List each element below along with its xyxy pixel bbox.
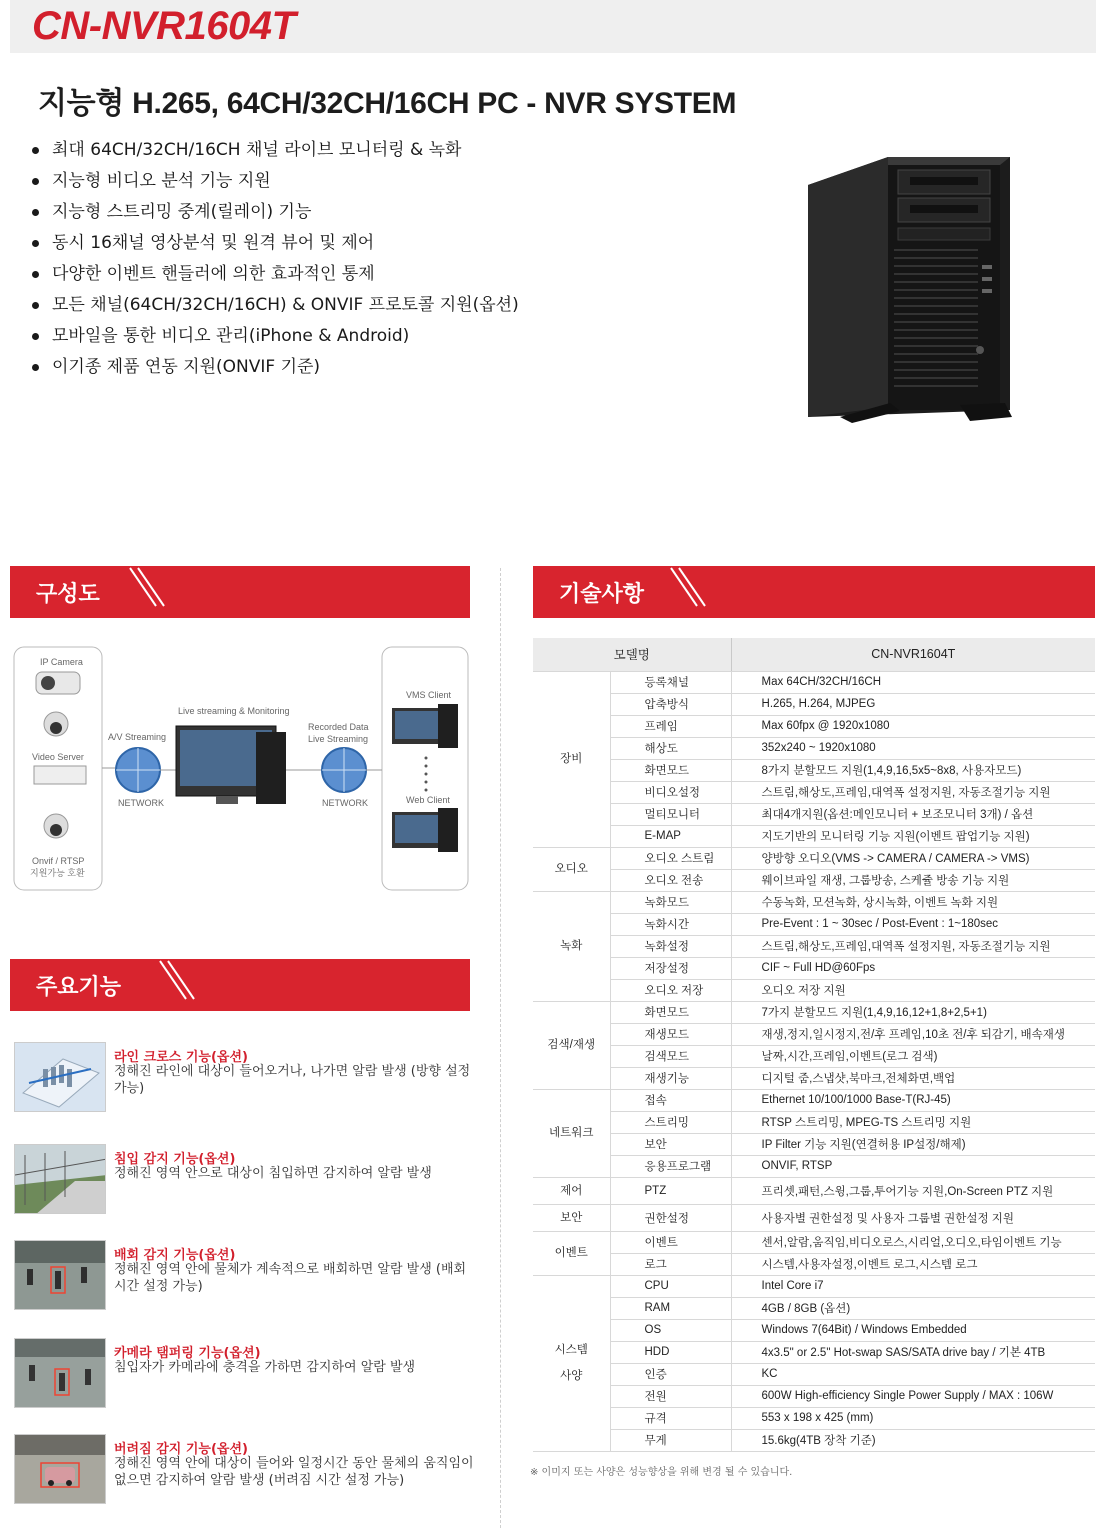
function-item-tampering [14, 1338, 474, 1410]
section-title: 구성도 [36, 581, 100, 606]
spec-value: 8가지 분할모드 지원(1,4,9,16,5x5~8x8, 사용자모드) [731, 759, 1095, 781]
spec-value: Intel Core i7 [731, 1275, 1095, 1297]
spec-item: CPU [610, 1275, 731, 1297]
spec-value: 오디오 저장 지원 [731, 979, 1095, 1001]
diagram-label-network-left: NETWORK [118, 798, 164, 808]
section-header-config [10, 566, 470, 618]
spec-value: 352x240 ~ 1920x1080 [731, 737, 1095, 759]
spec-item: RAM [610, 1297, 731, 1319]
spec-value: 웨이브파일 재생, 그룹방송, 스케쥴 방송 기능 지원 [731, 869, 1095, 891]
spec-item: E-MAP [610, 825, 731, 847]
feature-item: 모든 채널(64CH/32CH/16CH) & ONVIF 프로토콜 지원(옵션) [30, 291, 519, 322]
feature-item: 다양한 이벤트 핸들러에 의한 효과적인 통제 [30, 260, 519, 291]
function-description: 정해진 영역 안에 물체가 계속적으로 배회하면 알람 발생 (배회시간 설정 가능) [114, 1262, 467, 1294]
spec-item: 검색모드 [610, 1045, 731, 1067]
spec-item: 인증 [610, 1363, 731, 1385]
spec-value: IP Filter 기능 지원(연결허용 IP설정/해제) [731, 1133, 1095, 1155]
diagram-label-onvif-1: Onvif / RTSP [32, 856, 85, 866]
function-item-loitering [14, 1240, 474, 1312]
spec-category: 시스템 사양 [533, 1275, 610, 1451]
spec-row [533, 781, 1095, 803]
spec-item: 녹화설정 [610, 935, 731, 957]
spec-row [533, 1429, 1095, 1451]
spec-value: 시스템,사용자설정,이벤트 로그,시스템 로그 [731, 1253, 1095, 1275]
spec-item: OS [610, 1319, 731, 1341]
feature-item: 지능형 비디오 분석 기능 지원 [30, 167, 519, 198]
spec-item: 오디오 전송 [610, 869, 731, 891]
product-subtitle: 지능형 H.265, 64CH/32CH/16CH PC - NVR SYSTEM [38, 87, 737, 120]
spec-category: 검색/재생 [533, 1001, 610, 1089]
abandoned-scene-icon [15, 1435, 106, 1504]
spec-row [533, 803, 1095, 825]
function-item-abandoned [14, 1434, 474, 1506]
spec-row [533, 979, 1095, 1001]
function-title: 라인 크로스 기능(옵션) [114, 1050, 248, 1065]
spec-value: 재생,정지,일시정지,전/후 프레임,10초 전/후 되감기, 배속재생 [731, 1023, 1095, 1045]
spec-row [533, 1297, 1095, 1319]
spec-value: 프리셋,패턴,스윙,그룹,투어기능 지원,On-Screen PTZ 지원 [731, 1177, 1095, 1204]
feature-item: 최대 64CH/32CH/16CH 채널 라이브 모니터링 & 녹화 [30, 136, 519, 167]
spec-value: Max 60fpx @ 1920x1080 [731, 715, 1095, 737]
spec-item: 로그 [610, 1253, 731, 1275]
loitering-scene-icon [15, 1241, 106, 1310]
diagram-label-live-streaming: Live streaming & Monitoring [178, 706, 290, 716]
column-divider [500, 568, 501, 1528]
spec-header-label: 모델명 [533, 638, 731, 671]
spec-item: PTZ [610, 1177, 731, 1204]
function-description: 정해진 라인에 대상이 들어오거나, 나가면 알람 발생 (방향 설정 가능) [114, 1064, 471, 1096]
spec-row [533, 715, 1095, 737]
spec-row [533, 1363, 1095, 1385]
abandoned-thumbnail [14, 1434, 106, 1504]
function-item-intrusion [14, 1144, 474, 1216]
diagram-label-recorded-1: Recorded Data [308, 722, 369, 732]
spec-row [533, 1407, 1095, 1429]
function-title: 배회 감지 기능(옵션) [114, 1248, 236, 1263]
spec-row [533, 1089, 1095, 1111]
spec-value: CIF ~ Full HD@60Fps [731, 957, 1095, 979]
spec-item: 접속 [610, 1089, 731, 1111]
spec-value: KC [731, 1363, 1095, 1385]
slash-decoration-icon [661, 566, 721, 618]
spec-value: 15.6kg(4TB 장착 기준) [731, 1429, 1095, 1451]
spec-value: H.265, H.264, MJPEG [731, 693, 1095, 715]
spec-value: Pre-Event : 1 ~ 30sec / Post-Event : 1~180sec [731, 913, 1095, 935]
function-description: 정해진 영역 안에 대상이 들어와 일정시간 동안 물체의 움직임이 없으면 감지하여 알람 발생 (버려짐 시간 설정 가능) [114, 1456, 474, 1488]
spec-row [533, 737, 1095, 759]
spec-row [533, 1177, 1095, 1204]
spec-category: 네트워크 [533, 1089, 610, 1177]
spec-row [533, 1253, 1095, 1275]
spec-item: 화면모드 [610, 759, 731, 781]
spec-item: 오디오 저장 [610, 979, 731, 1001]
spec-value: 지도기반의 모니터링 기능 지원(이벤트 팝업기능 지원) [731, 825, 1095, 847]
section-title: 주요기능 [36, 974, 122, 999]
diagram-label-web-client: Web Client [406, 795, 450, 805]
spec-value: ONVIF, RTSP [731, 1155, 1095, 1177]
spec-value: Ethernet 10/100/1000 Base-T(RJ-45) [731, 1089, 1095, 1111]
spec-category: 오디오 [533, 847, 610, 891]
diagram-label-ip-camera: IP Camera [40, 657, 83, 667]
diagram-label-vms-client: VMS Client [406, 690, 452, 700]
spec-category: 보안 [533, 1204, 610, 1231]
spec-value: 4x3.5" or 2.5" Hot-swap SAS/SATA drive bay / 기본 4TB [731, 1341, 1095, 1363]
spec-category: 장비 [533, 671, 610, 847]
spec-row [533, 1275, 1095, 1297]
spec-item: 전원 [610, 1385, 731, 1407]
spec-row [533, 825, 1095, 847]
spec-value: Max 64CH/32CH/16CH [731, 671, 1095, 693]
spec-row [533, 1023, 1095, 1045]
spec-row [533, 1001, 1095, 1023]
spec-row [533, 1111, 1095, 1133]
tampering-thumbnail [14, 1338, 106, 1408]
spec-category: 녹화 [533, 891, 610, 1001]
spec-item: HDD [610, 1341, 731, 1363]
spec-value: 양방향 오디오(VMS -> CAMERA / CAMERA -> VMS) [731, 847, 1095, 869]
spec-item: 해상도 [610, 737, 731, 759]
function-title: 침입 감지 기능(옵션) [114, 1152, 236, 1167]
spec-item: 비디오설정 [610, 781, 731, 803]
diagram-label-recorded-2: Live Streaming [308, 734, 369, 744]
disclaimer-note: ※ 이미지 또는 사양은 성능향상을 위해 변경 될 수 있습니다. [530, 1467, 793, 1478]
function-title: 버려짐 감지 기능(옵션) [114, 1442, 248, 1457]
spec-body [533, 671, 1095, 1451]
spec-row [533, 847, 1095, 869]
spec-row [533, 1231, 1095, 1253]
spec-row [533, 1155, 1095, 1177]
spec-row [533, 1067, 1095, 1089]
spec-row [533, 693, 1095, 715]
nvr-tower-image [800, 155, 1015, 425]
spec-value: RTSP 스트리밍, MPEG-TS 스트리밍 지원 [731, 1111, 1095, 1133]
spec-row [533, 1341, 1095, 1363]
spec-item: 권한설정 [610, 1204, 731, 1231]
slash-decoration-icon [150, 959, 210, 1011]
spec-item: 화면모드 [610, 1001, 731, 1023]
section-title: 기술사항 [559, 581, 645, 606]
spec-item: 등록채널 [610, 671, 731, 693]
spec-item: 이벤트 [610, 1231, 731, 1253]
diagram-label-onvif-2: 지원가능 호환 [30, 868, 85, 878]
feature-item: 모바일을 통한 비디오 관리(iPhone & Android) [30, 322, 519, 353]
spec-item: 압축방식 [610, 693, 731, 715]
feature-item: 이기종 제품 연동 지원(ONVIF 기준) [30, 353, 519, 384]
loitering-thumbnail [14, 1240, 106, 1310]
spec-value: 최대4개지원(옵션:메인모니터 + 보조모니터 3개) / 옵션 [731, 803, 1095, 825]
spec-row [533, 935, 1095, 957]
spec-row [533, 1045, 1095, 1067]
spec-header-row [533, 638, 1095, 671]
spec-value: 553 x 198 x 425 (mm) [731, 1407, 1095, 1429]
spec-item: 무게 [610, 1429, 731, 1451]
spec-item: 보안 [610, 1133, 731, 1155]
spec-category: 제어 [533, 1177, 610, 1204]
spec-value: 날짜,시간,프레임,이벤트(로그 검색) [731, 1045, 1095, 1067]
spec-row [533, 1204, 1095, 1231]
spec-value: 사용자별 권한설정 및 사용자 그룹별 권한설정 지원 [731, 1204, 1095, 1231]
spec-category: 이벤트 [533, 1231, 610, 1275]
spec-item: 스트리밍 [610, 1111, 731, 1133]
slash-decoration-icon [120, 566, 180, 618]
spec-value: 디지털 줌,스냅샷,북마크,전체화면,백업 [731, 1067, 1095, 1089]
diagram-label-av-streaming: A/V Streaming [108, 732, 167, 742]
spec-row [533, 671, 1095, 693]
spec-row [533, 759, 1095, 781]
function-title: 카메라 탬퍼링 기능(옵션) [114, 1346, 261, 1361]
spec-item: 녹화시간 [610, 913, 731, 935]
spec-item: 재생기능 [610, 1067, 731, 1089]
spec-value: 4GB / 8GB (옵션) [731, 1297, 1095, 1319]
diagram-label-network-right: NETWORK [322, 798, 368, 808]
line-cross-icon [15, 1043, 106, 1112]
spec-item: 재생모드 [610, 1023, 731, 1045]
diagram-label-video-server: Video Server [32, 752, 84, 762]
spec-row [533, 869, 1095, 891]
spec-value: 수동녹화, 모션녹화, 상시녹화, 이벤트 녹화 지원 [731, 891, 1095, 913]
spec-value: 스트림,해상도,프레임,대역폭 설정지원, 자동조절기능 지원 [731, 935, 1095, 957]
spec-item: 저장설정 [610, 957, 731, 979]
spec-item: 응용프로그램 [610, 1155, 731, 1177]
system-diagram [12, 640, 472, 895]
spec-row [533, 913, 1095, 935]
function-description: 정해진 영역 안으로 대상이 침입하면 감지하여 알람 발생 [114, 1166, 432, 1181]
intrusion-thumbnail [14, 1144, 106, 1214]
spec-row [533, 1133, 1095, 1155]
spec-value: Windows 7(64Bit) / Windows Embedded [731, 1319, 1095, 1341]
tampering-scene-icon [15, 1339, 106, 1408]
feature-item: 동시 16채널 영상분석 및 원격 뷰어 및 제어 [30, 229, 519, 260]
spec-value: 7가지 분할모드 지원(1,4,9,16,12+1,8+2,5+1) [731, 1001, 1095, 1023]
spec-item: 규격 [610, 1407, 731, 1429]
model-title: CN-NVR1604T [32, 4, 296, 48]
spec-item: 멀티모니터 [610, 803, 731, 825]
function-description: 침입자가 카메라에 충격을 가하면 감지하여 알람 발생 [114, 1360, 416, 1375]
spec-value: 스트림,해상도,프레임,대역폭 설정지원, 자동조절기능 지원 [731, 781, 1095, 803]
spec-value: 600W High-efficiency Single Power Supply / MAX : 106W [731, 1385, 1095, 1407]
spec-row [533, 891, 1095, 913]
intrusion-scene-icon [15, 1145, 106, 1214]
spec-table [533, 638, 1095, 1452]
spec-header-value: CN-NVR1604T [731, 638, 1095, 671]
spec-item: 프레임 [610, 715, 731, 737]
spec-item: 녹화모드 [610, 891, 731, 913]
spec-row [533, 1319, 1095, 1341]
spec-row [533, 1385, 1095, 1407]
spec-row [533, 957, 1095, 979]
spec-value: 센서,알람,움직임,비디오로스,시리얼,오디오,타임이벤트 기능 [731, 1231, 1095, 1253]
line-cross-thumbnail [14, 1042, 106, 1112]
feature-list [30, 136, 519, 384]
section-header-functions [10, 959, 470, 1011]
spec-item: 오디오 스트림 [610, 847, 731, 869]
function-item-line-cross [14, 1042, 474, 1114]
feature-item: 지능형 스트리밍 중계(릴레이) 기능 [30, 198, 519, 229]
section-header-specs [533, 566, 1095, 618]
